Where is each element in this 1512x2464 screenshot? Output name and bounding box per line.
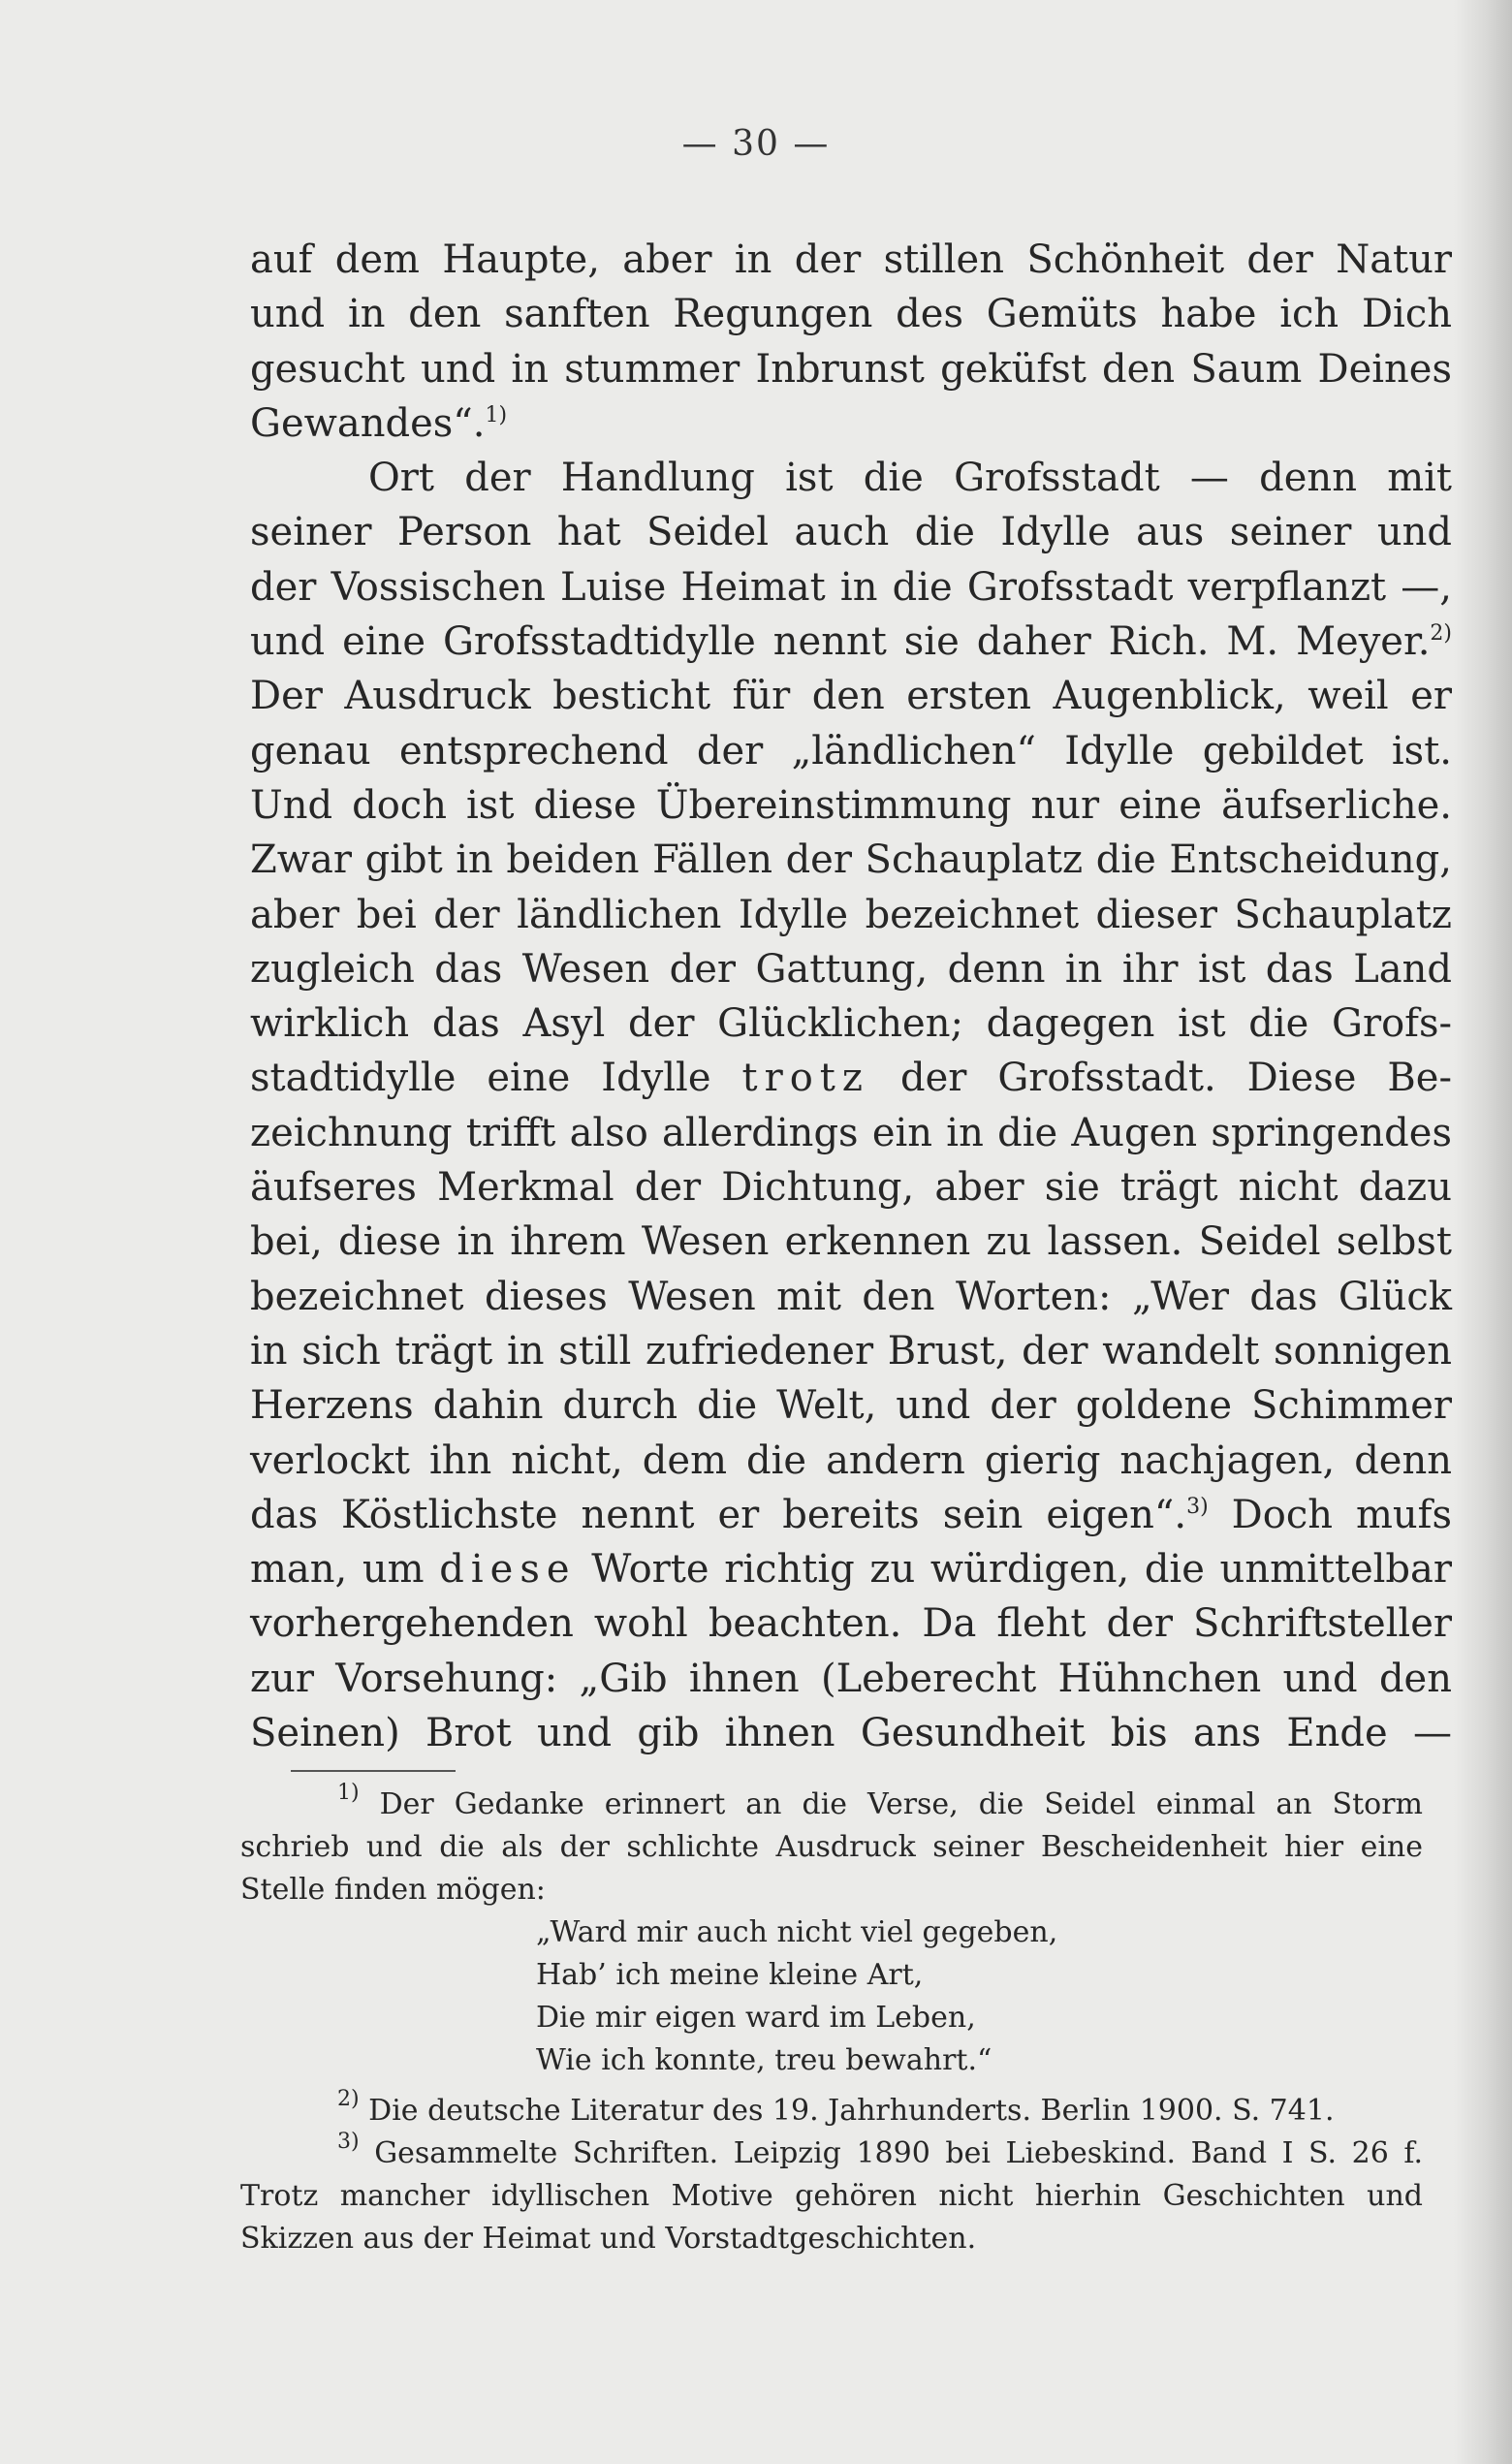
footnote-line: Skizzen aus der Heimat und Vorstadtgeschichten. bbox=[240, 2222, 977, 2256]
page-edge-shadow bbox=[1454, 0, 1512, 2464]
text-line: bei, diese in ihrem Wesen erkennen zu lassen. Seidel selbst bbox=[250, 1219, 1452, 1265]
verse-line: Hab’ ich meine kleine Art, bbox=[536, 1958, 924, 1992]
verse-line: „Ward mir auch nicht viel gegeben, bbox=[536, 1915, 1058, 1949]
text-line: verlockt ihn nicht, dem die andern gierig nachjagen, denn bbox=[250, 1437, 1452, 1483]
text-line: man, um diese Worte richtig zu würdigen, die unmittelbar bbox=[250, 1547, 1452, 1593]
text-line: der Vossischen Luise Heimat in die Grofsstadt verpflanzt —, bbox=[250, 564, 1452, 610]
footnotes bbox=[240, 1781, 1423, 2260]
text-line: vorhergehenden wohl beachten. Da fleht der Schriftsteller bbox=[250, 1601, 1452, 1647]
text-line: wirklich das Asyl der Glücklichen; dagegen ist die Grofs- bbox=[250, 1001, 1452, 1047]
footnote-2: $^{2)}$ Die deutsche Literatur des 19. Jahrhunderts. Berlin 1900. S. 741. bbox=[337, 2087, 1335, 2128]
page-number: — 30 — bbox=[681, 124, 831, 164]
text-line: zur Vorsehung: „Gib ihnen (Leberecht Hühnchen und den bbox=[250, 1656, 1452, 1701]
text-line: aber bei der ländlichen Idylle bezeichnet dieser Schauplatz bbox=[250, 892, 1452, 937]
text-line: Seinen) Brot und gib ihnen Gesundheit bis ans Ende — bbox=[250, 1711, 1452, 1756]
footnote-1: $^{1)}$ Der Gedanke erinnert an die Verse, die Seidel einmal an Storm bbox=[337, 1781, 1423, 1821]
text-line: Und doch ist diese Übereinstimmung nur eine äufserliche. bbox=[250, 782, 1452, 828]
text-line: und eine Grofsstadtidylle nennt sie daher Rich. M. Meyer.$^{2)}$ bbox=[250, 619, 1452, 665]
text-line: seiner Person hat Seidel auch die Idylle aus seiner und bbox=[250, 510, 1452, 555]
footnote-line: Stelle finden mögen: bbox=[240, 1873, 546, 1907]
text-line: Zwar gibt in beiden Fällen der Schauplatz die Entscheidung, bbox=[250, 837, 1452, 883]
text-line: Herzens dahin durch die Welt, und der goldene Schimmer bbox=[250, 1383, 1452, 1429]
footnote-separator bbox=[291, 1770, 456, 1772]
verse-line: Die mir eigen ward im Leben, bbox=[536, 2001, 976, 2035]
text-line: in sich trägt in still zufriedener Brust, der wandelt sonnigen bbox=[250, 1328, 1452, 1374]
text-line: Ort der Handlung ist die Grofsstadt — denn mit bbox=[368, 456, 1452, 501]
emphasis-spaced: diese bbox=[439, 1547, 577, 1593]
text-line: Gewandes“.$^{1)}$ bbox=[250, 400, 508, 446]
footnote-line: Trotz mancher idyllischen Motive gehören nicht hierhin Geschichten und bbox=[240, 2179, 1423, 2213]
text-line: gesucht und in stummer Inbrunst geküfst den Saum Deines bbox=[250, 346, 1452, 392]
text-line: zeichnung trifft also allerdings ein in die Augen springendes bbox=[250, 1110, 1452, 1155]
text-line: das Köstlichste nennt er bereits sein eigen“.$^{3)}$ Doch mufs bbox=[250, 1492, 1452, 1537]
quoted-verse bbox=[240, 1911, 1423, 2082]
text-line: Der Ausdruck besticht für den ersten Augenblick, weil er bbox=[250, 674, 1452, 719]
text-line: auf dem Haupte, aber in der stillen Schönheit der Natur bbox=[250, 237, 1452, 282]
footnote-3: $^{3)}$ Gesammelte Schriften. Leipzig 1890 bei Liebeskind. Band I S. 26 f. bbox=[337, 2130, 1423, 2170]
text-line: stadtidylle eine Idylle trotz der Grofsstadt. Diese Be- bbox=[250, 1056, 1452, 1101]
text-line: bezeichnet dieses Wesen mit den Worten: „Wer das Glück bbox=[250, 1274, 1452, 1319]
text-line: zugleich das Wesen der Gattung, denn in ihr ist das Land bbox=[250, 946, 1452, 992]
verse-line: Wie ich konnte, treu bewahrt.“ bbox=[536, 2043, 992, 2077]
footnote-ref-3: 3) bbox=[1186, 1494, 1209, 1519]
body-text bbox=[250, 233, 1452, 1760]
footnote-ref-2: 2) bbox=[1430, 621, 1452, 647]
text-line: und in den sanften Regungen des Gemüts habe ich Dich bbox=[250, 292, 1452, 337]
text-line: äufseres Merkmal der Dichtung, aber sie trägt nicht dazu bbox=[250, 1165, 1452, 1211]
emphasis-spaced: trotz bbox=[741, 1056, 869, 1101]
footnote-ref-1: 1) bbox=[485, 402, 508, 427]
text-line: genau entsprechend der „ländlichen“ Idylle gebildet ist. bbox=[250, 728, 1452, 774]
footnote-line: schrieb und die als der schlichte Ausdruck seiner Bescheidenheit hier eine bbox=[240, 1830, 1423, 1864]
